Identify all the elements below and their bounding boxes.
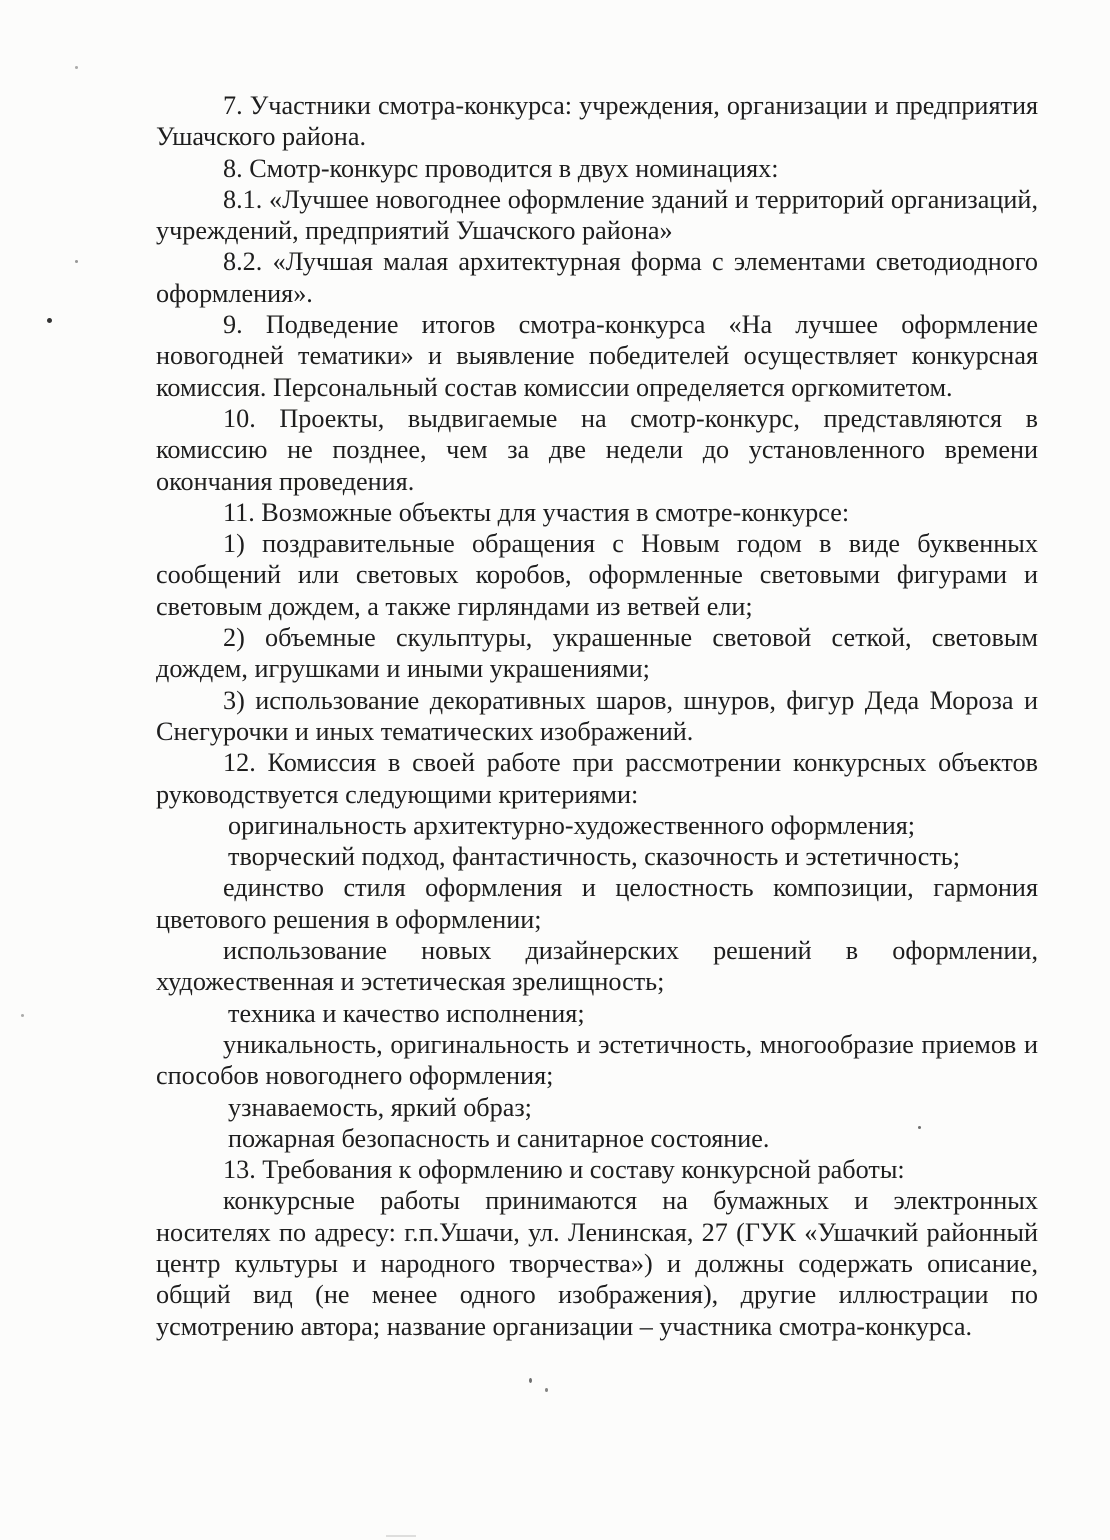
paragraph-7: 7. Участники смотра-конкурса: учреждения, организации и предприятия Ушачского района. bbox=[156, 91, 1038, 152]
criterion-item: пожарная безопасность и санитарное состояние. bbox=[228, 1123, 770, 1153]
paragraph-9: 9. Подведение итогов смотра-конкурса «На лучшее оформление новогодней тематики» и выявление победителей осуществляет конкурсная комиссия. Персональный состав комиссии определяется оргкомитетом. bbox=[156, 310, 1038, 402]
criterion-item: единство стиля оформления и целостность композиции, гармония цветового решения в оформлении; bbox=[156, 873, 1038, 934]
document-body bbox=[156, 90, 1038, 1342]
scan-speck bbox=[21, 1014, 24, 1017]
list-item-3: 3) использование декоративных шаров, шнуров, фигур Деда Мороза и Снегурочки и иных тематических изображений. bbox=[156, 685, 1038, 746]
paragraph-13-body: конкурсные работы принимаются на бумажных и электронных носителях по адресу: г.п.Ушачи, ул. Ленинская, 27 (ГУК «Ушачкий районный центр культуры и народного творчества») и должны содержать описание, общий вид (не менее одного изображения), другие иллюстрации по усмотрению автора; название организации – участника смотра-конкурса. bbox=[156, 1186, 1038, 1341]
paragraph-8: 8. Смотр-конкурс проводится в двух номинациях: bbox=[223, 153, 779, 183]
criterion-item: уникальность, оригинальность и эстетичность, многообразие приемов и способов новогоднего оформления; bbox=[156, 1029, 1038, 1091]
paragraph-11: 11. Возможные объекты для участия в смотре-конкурсе: bbox=[223, 497, 850, 527]
criterion-item: техника и качество исполнения; bbox=[228, 998, 585, 1028]
list-item-2: 2) объемные скульптуры, украшенные световой сеткой, световым дождем, игрушками и иными украшениями; bbox=[156, 623, 1038, 684]
scan-speck bbox=[386, 1535, 416, 1537]
scan-speck bbox=[47, 318, 52, 323]
paragraph-12: 12. Комиссия в своей работе при рассмотрении конкурсных объектов руководствуется следующими критериями: bbox=[156, 748, 1038, 809]
scan-speck bbox=[75, 66, 78, 69]
paragraph-8-2: 8.2. «Лучшая малая архитектурная форма с элементами светодиодного оформления». bbox=[156, 247, 1038, 308]
scan-speck bbox=[529, 1378, 532, 1383]
scan-speck bbox=[545, 1388, 548, 1392]
paragraph-8-1: 8.1. «Лучшее новогоднее оформление зданий и территорий организаций, учреждений, предприятий Ушачского района» bbox=[156, 184, 1038, 246]
criterion-item: оригинальность архитектурно-художественного оформления; bbox=[228, 810, 916, 840]
criterion-item: творческий подход, фантастичность, сказочность и эстетичность; bbox=[228, 842, 961, 872]
scan-speck bbox=[918, 1126, 921, 1129]
scan-speck bbox=[75, 260, 78, 263]
criterion-item: узнаваемость, яркий образ; bbox=[228, 1092, 532, 1122]
paragraph-13: 13. Требования к оформлению и составу конкурсной работы: bbox=[223, 1155, 905, 1185]
criterion-item: использование новых дизайнерских решений в оформлении, художественная и эстетическая зрелищность; bbox=[156, 936, 1038, 997]
list-item-1: 1) поздравительные обращения с Новым годом в виде буквенных сообщений или световых коробов, оформленные световыми фигурами и световым дождем, а также гирляндами из ветвей ели; bbox=[156, 529, 1038, 621]
paragraph-10: 10. Проекты, выдвигаемые на смотр-конкурс, представляются в комиссию не позднее, чем за две недели до установленного времени окончания проведения. bbox=[156, 403, 1038, 496]
